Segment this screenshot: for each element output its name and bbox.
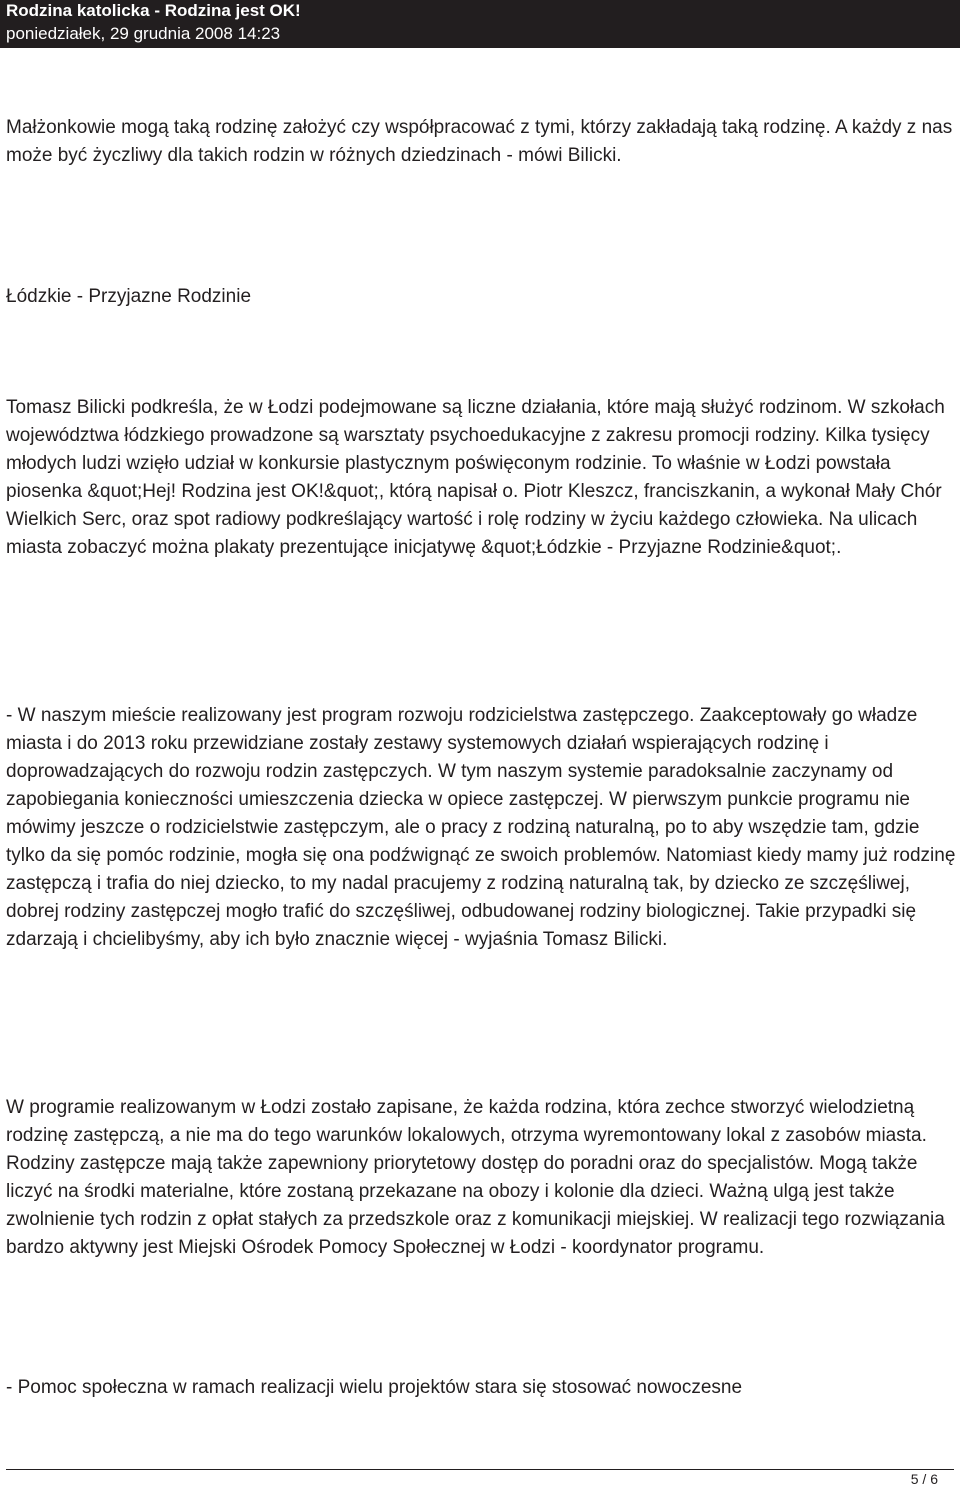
paragraph-intro: Małżonkowie mogą taką rodzinę założyć czy współpracować z tymi, którzy zakładają taką rodzinę. A każdy z nas może być życzliwy dla takich rodzin w różnych dziedzinach - mówi Bilicki. [6,117,953,166]
page-number: 5 / 6 [910,1471,938,1487]
footer-divider [6,1469,954,1470]
document-header [0,0,960,48]
section-heading: Łódzkie - Przyjazne Rodzinie [6,286,252,307]
paragraph-initiatives: Tomasz Bilicki podkreśla, że w Łodzi podejmowane są liczne działania, które mają służyć rodzinom. W szkołach województwa łódzkiego prowadzone są warsztaty psychoedukacyjne z zakresu promocji rodziny. Kilka tysięcy młodych ludzi wzięło udział w konkursie plastycznym poświęconym rodzinie. To właśnie w Łodzi powstała piosenka &quot;Hej! Rodzina jest OK!&quot;, którą napisał o. Piotr Kleszcz, franciszkanin, a wykonał Mały Chór Wielkich Serc, oraz spot radiowy podkreślający wartość i rolę rodziny w życiu każdego człowieka. Na ulicach miasta zobaczyć można plakaty prezentujące inicjatywę &quot;Łódzkie - Przyjazne Rodzinie&quot;. [6,397,945,558]
paragraph-benefits: W programie realizowanym w Łodzi zostało zapisane, że każda rodzina, która zechce stworzyć wielodzietną rodzinę zastępczą, a nie ma do tego warunków lokalowych, otrzyma wyremontowany lokal z zasobów miasta. Rodziny zastępcze mają także zapewniony priorytetowy dostęp do poradni oraz do specjalistów. Mogą także liczyć na środki materialne, które zostaną przekazane na obozy i kolonie dla dzieci. Ważną ulgą jest także zwolnienie tych rodzin z opłat stałych za przedszkole oraz z komunikacji miejskiej. W realizacji tego rozwiązania bardzo aktywny jest Miejski Ośrodek Pomocy Społecznej w Łodzi - koordynator programu. [6,1097,945,1258]
paragraph-social-help: - Pomoc społeczna w ramach realizacji wielu projektów stara się stosować nowoczesne [6,1377,743,1398]
publication-date: poniedziałek, 29 grudnia 2008 14:23 [6,24,281,43]
paragraph-foster-program: - W naszym mieście realizowany jest program rozwoju rodzicielstwa zastępczego. Zaakceptowały go władze miasta i do 2013 roku przewidziane zostały zestawy systemowych działań wspierających rodzinę i doprowadzających do rozwoju rodzin zastępczych. W tym naszym systemie paradoksalnie zaczynamy od zapobiegania konieczności umieszczenia dziecka w opiece zastępczej. W pierwszym punkcie programu nie mówimy jeszcze o rodzicielstwie zastępczym, ale o pracy z rodziną naturalną, po to aby wszędzie tam, gdzie tylko da się pomóc rodzinie, mogła się ona podźwignąć ze swoich problemów. Natomiast kiedy mamy już rodzinę zastępczą i trafia do niej dziecko, to my nadal pracujemy z rodziną naturalną tak, by dziecko ze szczęśliwej, dobrej rodziny zastępczej mogło trafić do szczęśliwej, odbudowanej rodziny biologicznej. Takie przypadki się zdarzają i chcielibyśmy, aby ich było znacznie więcej - wyjaśnia Tomasz Bilicki. [6,705,956,950]
document-title: Rodzina katolicka - Rodzina jest OK! [6,1,301,20]
